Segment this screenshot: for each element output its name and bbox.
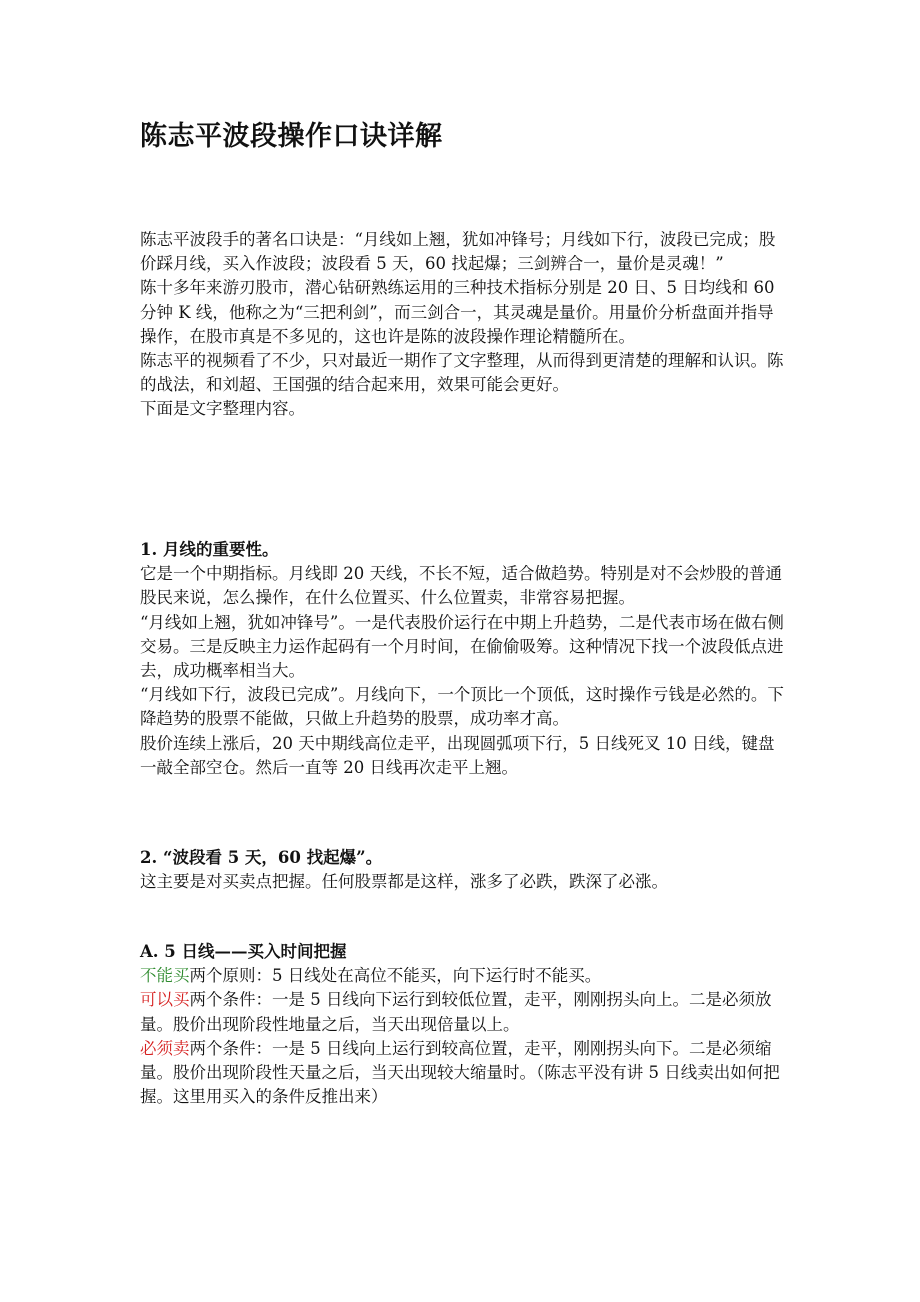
section-1-paragraph: 股价连续上涨后，20 天中期线高位走平，出现圆弧项下行，5 日线死叉 10 日线，键盘一敲全部空仓。然后一直等 20 日线再次走平上翘。 (140, 733, 775, 777)
rule-item (140, 1037, 785, 1110)
section-1-heading: 1. 月线的重要性。 (140, 540, 279, 559)
rule-tag-cannot-buy: 不能买 (140, 966, 190, 986)
section-1 (140, 538, 785, 780)
section-2-heading: 2. “波段看 5 天，60 找起爆”。 (140, 848, 383, 867)
rule-text: 两个条件：一是 5 日线向下运行到较低位置，走平，刚刚拐头向上。二是必须放量。股价出现阶段性地量之后，当天出现倍量以上。 (140, 990, 772, 1034)
section-1-paragraph: “月线如下行，波段已完成”。月线向下，一个顶比一个顶低，这时操作亏钱是必然的。下降趋势的股票不能做，只做上升趋势的股票，成功率才高。 (140, 685, 784, 729)
intro-paragraph: 陈志平波段手的著名口诀是：“月线如上翘，犹如冲锋号；月线如下行，波段已完成；股价踩月线，买入作波段；波段看 5 天，60 找起爆；三剑辨合一，量价是灵魂！” (140, 230, 776, 274)
section-1-paragraph: “月线如上翘，犹如冲锋号”。一是代表股价运行在中期上升趋势，二是代表市场在做右侧交易。三是反映主力运作起码有一个月时间，在偷偷吸筹。这种情况下找一个波段低点进去，成功概率相当大。 (140, 612, 784, 681)
section-a (140, 940, 785, 1109)
intro-paragraph: 陈志平的视频看了不少，只对最近一期作了文字整理，从而得到更清楚的理解和认识。陈的战法，和刘超、王国强的结合起来用，效果可能会更好。 (140, 351, 784, 395)
rule-tag-can-buy: 可以买 (140, 990, 190, 1010)
intro-paragraph: 下面是文字整理内容。 (140, 399, 305, 419)
intro-section (140, 228, 785, 422)
section-1-paragraph: 它是一个中期指标。月线即 20 天线，不长不短，适合做趋势。特别是对不会炒股的普通股民来说，怎么操作，在什么位置买、什么位置卖，非常容易把握。 (140, 564, 782, 608)
rule-item (140, 988, 785, 1036)
section-2-paragraph: 这主要是对买卖点把握。任何股票都是这样，涨多了必跌，跌深了必涨。 (140, 872, 668, 892)
rule-tag-must-sell: 必须卖 (140, 1038, 190, 1058)
rule-item (140, 964, 785, 988)
rule-text: 两个条件：一是 5 日线向上运行到较高位置，走平，刚刚拐头向下。二是必须缩量。股价出现阶段性天量之后，当天出现较大缩量时。（陈志平没有讲 5 日线卖出如何把握。这里用买入的条件反推出来） (140, 1038, 780, 1107)
intro-paragraph: 陈十多年来游刃股市，潜心钻研熟练运用的三种技术指标分别是 20 日、5 日均线和 60 分钟 K 线，他称之为“三把利剑”，而三剑合一，其灵魂是量价。用量价分析盘面并指导操作，在股市真是不多见的，这也许是陈的波段操作理论精髓所在。 (140, 278, 775, 346)
section-a-heading: A. 5 日线——买入时间把握 (140, 942, 347, 961)
section-2 (140, 846, 785, 894)
document-title: 陈志平波段操作口诀详解 (140, 121, 443, 152)
rule-text: 两个原则：5 日线处在高位不能买，向下运行时不能买。 (189, 966, 602, 986)
